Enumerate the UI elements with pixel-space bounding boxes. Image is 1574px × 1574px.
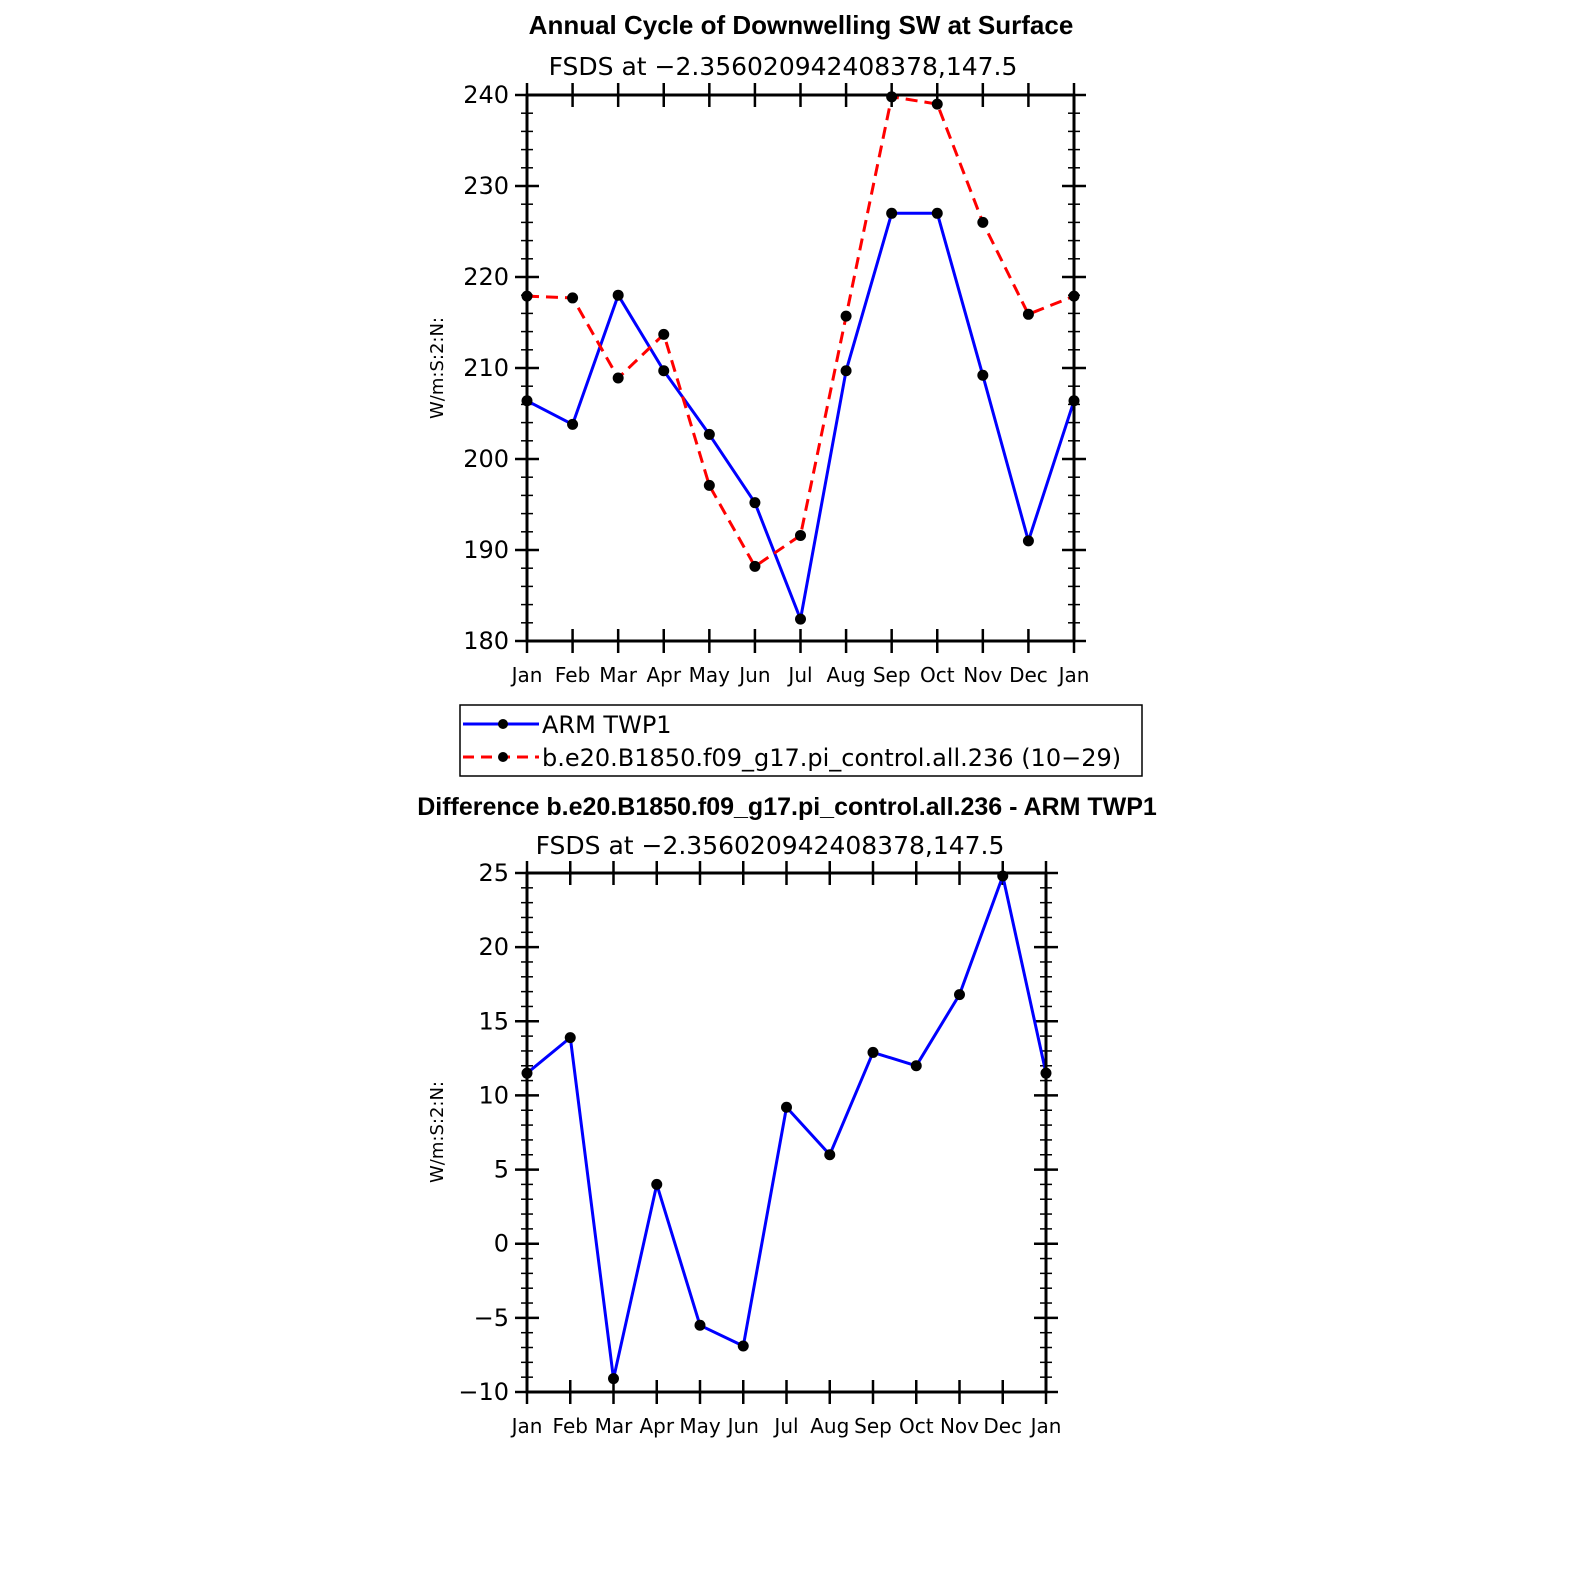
x-tick-label: May — [688, 663, 731, 687]
chart1-y-tick-labels — [463, 81, 509, 655]
difference-chart — [417, 793, 1157, 1438]
y-tick-label: 0 — [493, 1229, 509, 1258]
series-line-0 — [527, 876, 1046, 1379]
chart2-ylabel: W/m:S:2:N: — [427, 1081, 448, 1183]
chart1-ticks — [515, 83, 1086, 653]
chart1-subtitle: FSDS at −2.356020942408378,147.5 — [548, 52, 1018, 81]
series-line-0 — [527, 213, 1074, 619]
x-tick-label: Apr — [639, 1414, 675, 1438]
x-tick-label: Jun — [727, 1414, 759, 1438]
series-1-point-5 — [749, 561, 760, 572]
series-0-point-5 — [749, 497, 760, 508]
series-0-point-10 — [977, 370, 988, 381]
y-tick-label: 180 — [463, 627, 509, 655]
series-1-point-7 — [841, 311, 852, 322]
series-0-point-7 — [841, 365, 852, 376]
x-tick-label: Sep — [854, 1414, 892, 1438]
y-tick-label: 5 — [493, 1155, 509, 1184]
series-1-point-3 — [658, 329, 669, 340]
x-tick-label: Oct — [898, 1414, 934, 1438]
series-1-point-9 — [932, 99, 943, 110]
legend-label-arm: ARM TWP1 — [542, 711, 672, 739]
legend-entry-model — [463, 744, 1121, 772]
y-tick-label: −5 — [473, 1303, 509, 1332]
series-0-point-7 — [824, 1149, 835, 1160]
series-0-point-8 — [868, 1047, 879, 1058]
series-0-point-6 — [795, 614, 806, 625]
series-1-point-4 — [704, 480, 715, 491]
chart1-legend — [460, 705, 1142, 776]
series-0-point-5 — [738, 1341, 749, 1352]
series-0-point-1 — [565, 1032, 576, 1043]
series-1-point-11 — [1023, 309, 1034, 320]
y-tick-label: 240 — [463, 81, 509, 109]
series-0-point-2 — [613, 290, 624, 301]
series-1-point-8 — [886, 91, 897, 102]
y-tick-label: 10 — [478, 1081, 509, 1110]
series-0-point-9 — [932, 208, 943, 219]
x-tick-label: Jan — [511, 663, 543, 687]
series-0-point-8 — [886, 208, 897, 219]
x-tick-label: Dec — [983, 1414, 1023, 1438]
x-tick-label: Mar — [594, 1414, 633, 1438]
y-tick-label: 200 — [463, 445, 509, 473]
x-tick-label: Nov — [939, 1414, 980, 1438]
legend-swatch-arm-marker — [498, 719, 508, 729]
x-tick-label: Jul — [774, 1414, 799, 1438]
chart1-plot-frame — [527, 95, 1074, 641]
series-1-point-10 — [977, 217, 988, 228]
chart2-x-tick-labels — [510, 1414, 1062, 1438]
chart2-title: Difference b.e20.B1850.f09_g17.pi_control.all.236 - ARM TWP1 — [417, 793, 1157, 821]
y-tick-label: 15 — [478, 1007, 509, 1036]
chart2-series — [522, 870, 1052, 1384]
series-0-point-4 — [695, 1320, 706, 1331]
x-tick-label: Jun — [739, 663, 771, 687]
series-1-point-1 — [567, 292, 578, 303]
series-1-point-2 — [613, 373, 624, 384]
chart2-ticks — [515, 861, 1058, 1404]
y-tick-label: 20 — [478, 933, 509, 962]
x-tick-label: Apr — [646, 663, 682, 687]
series-0-point-3 — [651, 1179, 662, 1190]
legend-label-model: b.e20.B1850.f09_g17.pi_control.all.236 (10−29) — [542, 744, 1122, 772]
x-tick-label: Feb — [552, 1414, 588, 1438]
annual-cycle-chart — [427, 10, 1142, 776]
x-tick-label: Mar — [599, 663, 638, 687]
series-0-point-11 — [1023, 535, 1034, 546]
chart2-subtitle: FSDS at −2.356020942408378,147.5 — [535, 831, 1005, 860]
series-0-point-4 — [704, 429, 715, 440]
series-0-point-1 — [567, 419, 578, 430]
series-0-point-9 — [911, 1060, 922, 1071]
x-tick-label: Aug — [826, 663, 866, 687]
chart1-series — [522, 91, 1080, 624]
x-tick-label: Jan — [1058, 663, 1090, 687]
x-tick-label: Aug — [810, 1414, 850, 1438]
y-tick-label: 220 — [463, 263, 509, 291]
series-1-point-6 — [795, 530, 806, 541]
x-tick-label: Jul — [788, 663, 813, 687]
y-tick-label: 190 — [463, 536, 509, 564]
legend-swatch-model-marker — [498, 752, 508, 762]
x-tick-label: Nov — [963, 663, 1003, 687]
x-tick-label: Oct — [919, 663, 955, 687]
series-line-1 — [527, 97, 1074, 567]
y-tick-label: 210 — [463, 354, 509, 382]
x-tick-label: Feb — [554, 663, 591, 687]
series-0-point-6 — [781, 1102, 792, 1113]
x-tick-label: May — [679, 1414, 721, 1438]
y-tick-label: 25 — [478, 859, 509, 887]
x-tick-label: Sep — [872, 663, 911, 687]
series-0-point-2 — [608, 1373, 619, 1384]
y-tick-label: −10 — [458, 1378, 509, 1406]
chart2-y-tick-labels — [458, 859, 509, 1406]
x-tick-label: Dec — [1009, 663, 1048, 687]
chart1-ylabel: W/m:S:2:N: — [427, 317, 448, 419]
series-0-point-3 — [658, 365, 669, 376]
chart1-x-tick-labels — [510, 663, 1090, 687]
x-tick-label: Jan — [1030, 1414, 1062, 1438]
chart1-title: Annual Cycle of Downwelling SW at Surface — [528, 10, 1074, 40]
series-0-point-10 — [954, 989, 965, 1000]
y-tick-label: 230 — [463, 172, 509, 200]
x-tick-label: Jan — [511, 1414, 543, 1438]
